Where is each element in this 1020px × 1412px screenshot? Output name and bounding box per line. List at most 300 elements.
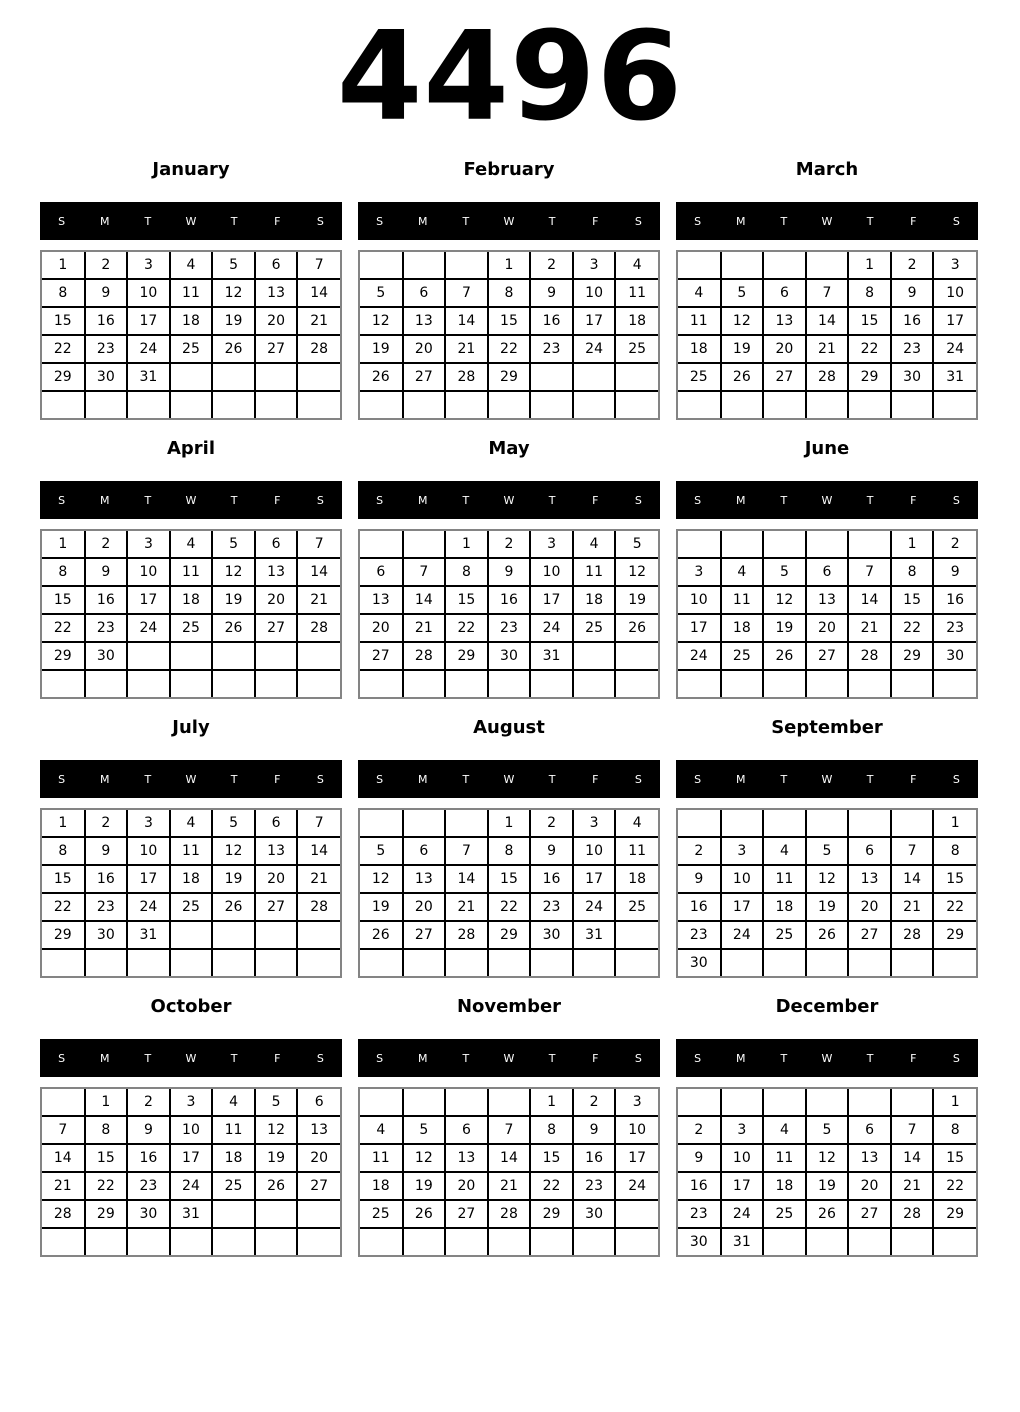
date-cell: 11 <box>678 307 721 335</box>
date-cell: 17 <box>721 1172 764 1200</box>
year-title: 4496 <box>336 6 684 149</box>
empty-cell <box>488 949 531 976</box>
date-cell: 7 <box>297 531 340 558</box>
date-grid <box>360 1089 658 1255</box>
empty-cell <box>891 949 934 976</box>
weekday-label: W <box>821 214 833 228</box>
date-cell: 21 <box>848 614 891 642</box>
date-cell: 25 <box>678 363 721 391</box>
weekday-label: S <box>316 493 324 507</box>
empty-cell <box>763 531 806 558</box>
empty-cell <box>721 949 764 976</box>
date-cell: 17 <box>170 1144 213 1172</box>
date-cell: 20 <box>445 1172 488 1200</box>
date-cell: 7 <box>488 1116 531 1144</box>
date-cell: 26 <box>212 893 255 921</box>
empty-cell <box>530 670 573 697</box>
empty-cell <box>297 1200 340 1228</box>
date-cell: 17 <box>127 307 170 335</box>
weekday-label: T <box>462 1051 470 1065</box>
empty-cell <box>170 363 213 391</box>
date-grid <box>678 252 976 418</box>
weekday-label: S <box>952 1051 960 1065</box>
date-cell: 1 <box>445 531 488 558</box>
empty-cell <box>891 1228 934 1255</box>
date-cell: 5 <box>255 1089 298 1116</box>
date-grid <box>678 810 976 976</box>
empty-cell <box>297 391 340 418</box>
weekday-label: F <box>274 772 281 786</box>
date-cell: 7 <box>297 810 340 837</box>
date-cell: 26 <box>806 1200 849 1228</box>
empty-cell <box>403 252 446 279</box>
date-cell: 28 <box>891 921 934 949</box>
empty-cell <box>763 1228 806 1255</box>
date-cell: 20 <box>255 865 298 893</box>
date-cell: 8 <box>445 558 488 586</box>
weekday-label: W <box>821 1051 833 1065</box>
weekday-label: F <box>592 772 599 786</box>
empty-cell <box>297 921 340 949</box>
date-cell: 26 <box>360 921 403 949</box>
weekday-header-row <box>358 760 660 798</box>
date-cell: 28 <box>488 1200 531 1228</box>
week-row <box>360 810 658 837</box>
weekday-label: T <box>548 214 556 228</box>
weekday-label: S <box>316 1051 324 1065</box>
empty-cell <box>297 1228 340 1255</box>
weekday-label: F <box>274 493 281 507</box>
empty-cell <box>573 949 616 976</box>
empty-cell <box>360 391 403 418</box>
empty-cell <box>297 949 340 976</box>
empty-cell <box>360 949 403 976</box>
date-cell: 11 <box>763 1144 806 1172</box>
date-cell: 8 <box>891 558 934 586</box>
date-cell: 3 <box>678 558 721 586</box>
empty-cell <box>530 1228 573 1255</box>
month-grid-frame <box>40 529 342 699</box>
weekday-label: M <box>735 493 746 507</box>
date-cell: 15 <box>933 1144 976 1172</box>
date-cell: 3 <box>615 1089 658 1116</box>
date-cell: 1 <box>933 1089 976 1116</box>
empty-cell <box>445 670 488 697</box>
date-cell: 14 <box>891 865 934 893</box>
date-cell: 29 <box>42 363 85 391</box>
date-cell: 23 <box>85 335 128 363</box>
date-cell: 24 <box>573 335 616 363</box>
month-grid-frame <box>40 1087 342 1257</box>
date-cell: 17 <box>127 586 170 614</box>
date-cell: 26 <box>806 921 849 949</box>
week-row <box>360 531 658 558</box>
weekday-label: T <box>866 214 874 228</box>
date-cell: 7 <box>848 558 891 586</box>
date-cell: 5 <box>806 837 849 865</box>
date-cell: 11 <box>212 1116 255 1144</box>
weekday-label: S <box>58 772 66 786</box>
empty-cell <box>127 391 170 418</box>
date-cell: 30 <box>933 642 976 670</box>
weekday-label: W <box>503 493 515 507</box>
date-cell: 19 <box>403 1172 446 1200</box>
empty-cell <box>848 391 891 418</box>
weekday-label: F <box>274 1051 281 1065</box>
date-cell: 10 <box>530 558 573 586</box>
week-row <box>360 642 658 670</box>
date-cell: 2 <box>85 810 128 837</box>
week-row <box>42 1144 340 1172</box>
month-block-may <box>358 438 660 699</box>
date-cell: 9 <box>85 279 128 307</box>
date-cell: 20 <box>806 614 849 642</box>
weekday-label: T <box>230 214 238 228</box>
date-cell: 19 <box>615 586 658 614</box>
date-cell: 9 <box>573 1116 616 1144</box>
date-cell: 31 <box>530 642 573 670</box>
weekday-label: T <box>230 772 238 786</box>
date-cell: 5 <box>806 1116 849 1144</box>
date-cell: 1 <box>42 531 85 558</box>
date-cell: 16 <box>891 307 934 335</box>
empty-cell <box>678 670 721 697</box>
date-cell: 10 <box>127 558 170 586</box>
date-cell: 28 <box>806 363 849 391</box>
date-cell: 12 <box>360 307 403 335</box>
empty-cell <box>615 1228 658 1255</box>
date-cell: 20 <box>848 1172 891 1200</box>
date-cell: 4 <box>763 1116 806 1144</box>
date-cell: 26 <box>212 335 255 363</box>
weekday-label: S <box>694 493 702 507</box>
weekday-label: M <box>417 1051 428 1065</box>
empty-cell <box>360 1089 403 1116</box>
weekday-label: W <box>503 214 515 228</box>
week-row <box>360 279 658 307</box>
date-cell: 27 <box>255 614 298 642</box>
date-cell: 14 <box>297 279 340 307</box>
date-cell: 28 <box>445 363 488 391</box>
weekday-label: S <box>58 493 66 507</box>
date-cell: 12 <box>763 586 806 614</box>
month-title: March <box>795 159 859 180</box>
date-grid <box>360 810 658 976</box>
date-cell: 23 <box>573 1172 616 1200</box>
empty-cell <box>891 670 934 697</box>
date-cell: 24 <box>127 614 170 642</box>
empty-cell <box>678 1089 721 1116</box>
date-cell: 22 <box>933 893 976 921</box>
date-cell: 2 <box>573 1089 616 1116</box>
empty-cell <box>615 642 658 670</box>
weekday-label: T <box>866 1051 874 1065</box>
empty-cell <box>42 949 85 976</box>
date-cell: 23 <box>530 335 573 363</box>
date-cell: 4 <box>360 1116 403 1144</box>
empty-cell <box>806 531 849 558</box>
week-row <box>42 1116 340 1144</box>
weekday-label: S <box>634 214 642 228</box>
empty-cell <box>212 363 255 391</box>
date-cell: 31 <box>573 921 616 949</box>
weekday-header-row <box>358 1039 660 1077</box>
date-cell: 19 <box>360 893 403 921</box>
date-cell: 20 <box>297 1144 340 1172</box>
date-cell: 11 <box>170 558 213 586</box>
date-cell: 22 <box>530 1172 573 1200</box>
date-cell: 12 <box>806 1144 849 1172</box>
month-title: August <box>473 717 545 738</box>
month-block-august <box>358 717 660 978</box>
empty-cell <box>488 670 531 697</box>
date-cell: 30 <box>573 1200 616 1228</box>
empty-cell <box>933 1228 976 1255</box>
date-cell: 13 <box>763 307 806 335</box>
date-cell: 12 <box>212 279 255 307</box>
empty-cell <box>678 252 721 279</box>
date-cell: 28 <box>297 893 340 921</box>
empty-cell <box>573 391 616 418</box>
date-cell: 29 <box>42 642 85 670</box>
month-block-february <box>358 159 660 420</box>
date-cell: 14 <box>42 1144 85 1172</box>
week-row <box>678 670 976 697</box>
date-cell: 29 <box>848 363 891 391</box>
empty-cell <box>721 391 764 418</box>
date-cell: 27 <box>806 642 849 670</box>
date-cell: 16 <box>488 586 531 614</box>
date-cell: 18 <box>721 614 764 642</box>
weekday-header-row <box>40 760 342 798</box>
empty-cell <box>615 921 658 949</box>
date-cell: 22 <box>488 335 531 363</box>
date-cell: 21 <box>403 614 446 642</box>
empty-cell <box>255 391 298 418</box>
date-cell: 11 <box>615 279 658 307</box>
week-row <box>678 642 976 670</box>
week-row <box>360 893 658 921</box>
date-cell: 18 <box>170 586 213 614</box>
week-row <box>678 391 976 418</box>
date-cell: 3 <box>127 252 170 279</box>
empty-cell <box>933 391 976 418</box>
date-cell: 6 <box>403 837 446 865</box>
date-cell: 9 <box>678 865 721 893</box>
date-cell: 31 <box>127 921 170 949</box>
week-row <box>42 307 340 335</box>
weekday-label: S <box>316 214 324 228</box>
date-grid <box>42 810 340 976</box>
date-cell: 5 <box>360 279 403 307</box>
date-cell: 16 <box>127 1144 170 1172</box>
month-title: September <box>771 717 883 738</box>
date-cell: 3 <box>573 252 616 279</box>
date-cell: 11 <box>360 1144 403 1172</box>
date-cell: 9 <box>678 1144 721 1172</box>
month-title: December <box>775 996 879 1017</box>
week-row <box>42 810 340 837</box>
date-cell: 12 <box>360 865 403 893</box>
empty-cell <box>615 391 658 418</box>
date-cell: 19 <box>212 865 255 893</box>
month-block-october <box>40 996 342 1257</box>
week-row <box>42 893 340 921</box>
weekday-label: T <box>780 493 788 507</box>
month-title: November <box>456 996 562 1017</box>
date-cell: 12 <box>615 558 658 586</box>
empty-cell <box>170 642 213 670</box>
week-row <box>42 1200 340 1228</box>
weekday-label: S <box>952 772 960 786</box>
week-row <box>42 335 340 363</box>
date-cell: 27 <box>403 921 446 949</box>
date-cell: 21 <box>891 893 934 921</box>
date-cell: 5 <box>721 279 764 307</box>
date-cell: 10 <box>127 279 170 307</box>
empty-cell <box>85 670 128 697</box>
date-cell: 30 <box>488 642 531 670</box>
date-cell: 25 <box>615 893 658 921</box>
weekday-label: S <box>58 214 66 228</box>
date-cell: 30 <box>678 1228 721 1255</box>
weekday-label: M <box>417 493 428 507</box>
date-cell: 26 <box>615 614 658 642</box>
empty-cell <box>891 391 934 418</box>
weekday-label: T <box>230 493 238 507</box>
date-cell: 9 <box>85 837 128 865</box>
date-cell: 27 <box>360 642 403 670</box>
date-cell: 30 <box>678 949 721 976</box>
date-cell: 24 <box>530 614 573 642</box>
date-cell: 4 <box>615 252 658 279</box>
date-cell: 7 <box>806 279 849 307</box>
empty-cell <box>573 363 616 391</box>
date-cell: 26 <box>721 363 764 391</box>
date-cell: 1 <box>848 252 891 279</box>
date-cell: 6 <box>255 810 298 837</box>
empty-cell <box>403 949 446 976</box>
date-grid <box>360 531 658 697</box>
week-row <box>360 252 658 279</box>
empty-cell <box>360 531 403 558</box>
date-cell: 14 <box>806 307 849 335</box>
week-row <box>42 1089 340 1116</box>
date-cell: 2 <box>530 252 573 279</box>
date-cell: 4 <box>170 252 213 279</box>
date-cell: 10 <box>678 586 721 614</box>
date-cell: 26 <box>212 614 255 642</box>
date-cell: 7 <box>445 837 488 865</box>
date-cell: 13 <box>848 865 891 893</box>
date-cell: 30 <box>85 363 128 391</box>
weekday-label: T <box>144 1051 152 1065</box>
week-row <box>678 1089 976 1116</box>
date-cell: 22 <box>42 335 85 363</box>
date-cell: 17 <box>573 865 616 893</box>
empty-cell <box>763 252 806 279</box>
date-cell: 10 <box>721 865 764 893</box>
empty-cell <box>806 252 849 279</box>
date-cell: 23 <box>488 614 531 642</box>
date-cell: 22 <box>85 1172 128 1200</box>
empty-cell <box>806 391 849 418</box>
empty-cell <box>891 1089 934 1116</box>
week-row <box>678 335 976 363</box>
date-cell: 10 <box>170 1116 213 1144</box>
date-cell: 23 <box>85 614 128 642</box>
date-cell: 4 <box>170 810 213 837</box>
week-row <box>360 1089 658 1116</box>
date-cell: 10 <box>615 1116 658 1144</box>
date-grid <box>42 1089 340 1255</box>
empty-cell <box>127 670 170 697</box>
date-cell: 2 <box>530 810 573 837</box>
weekday-label: T <box>780 772 788 786</box>
date-cell: 11 <box>170 837 213 865</box>
month-block-november <box>358 996 660 1257</box>
weekday-label: M <box>735 1051 746 1065</box>
empty-cell <box>721 1089 764 1116</box>
month-title: October <box>150 996 232 1017</box>
date-cell: 3 <box>721 837 764 865</box>
week-row <box>678 865 976 893</box>
date-cell: 8 <box>848 279 891 307</box>
date-cell: 20 <box>848 893 891 921</box>
month-grid-frame <box>358 529 660 699</box>
date-cell: 24 <box>721 921 764 949</box>
date-cell: 19 <box>806 1172 849 1200</box>
weekday-label: T <box>780 1051 788 1065</box>
empty-cell <box>615 949 658 976</box>
week-row <box>360 614 658 642</box>
date-cell: 30 <box>530 921 573 949</box>
date-cell: 14 <box>297 837 340 865</box>
date-cell: 29 <box>488 363 531 391</box>
weekday-label: S <box>634 1051 642 1065</box>
weekday-header-row <box>358 481 660 519</box>
empty-cell <box>127 642 170 670</box>
date-cell: 23 <box>891 335 934 363</box>
date-grid <box>678 1089 976 1255</box>
empty-cell <box>848 1089 891 1116</box>
date-cell: 18 <box>170 307 213 335</box>
week-row <box>678 893 976 921</box>
week-row <box>678 279 976 307</box>
date-cell: 28 <box>42 1200 85 1228</box>
empty-cell <box>255 642 298 670</box>
empty-cell <box>403 1089 446 1116</box>
date-cell: 4 <box>170 531 213 558</box>
weekday-header-row <box>676 760 978 798</box>
weekday-header-row <box>358 202 660 240</box>
date-cell: 16 <box>933 586 976 614</box>
date-cell: 24 <box>573 893 616 921</box>
weekday-label: S <box>952 214 960 228</box>
weekday-label: W <box>821 493 833 507</box>
week-row <box>42 363 340 391</box>
date-cell: 13 <box>848 1144 891 1172</box>
date-cell: 4 <box>573 531 616 558</box>
weekday-label: F <box>910 493 917 507</box>
date-cell: 2 <box>488 531 531 558</box>
date-cell: 24 <box>127 335 170 363</box>
date-cell: 15 <box>891 586 934 614</box>
date-cell: 6 <box>297 1089 340 1116</box>
empty-cell <box>445 1089 488 1116</box>
date-cell: 20 <box>360 614 403 642</box>
week-row <box>678 558 976 586</box>
